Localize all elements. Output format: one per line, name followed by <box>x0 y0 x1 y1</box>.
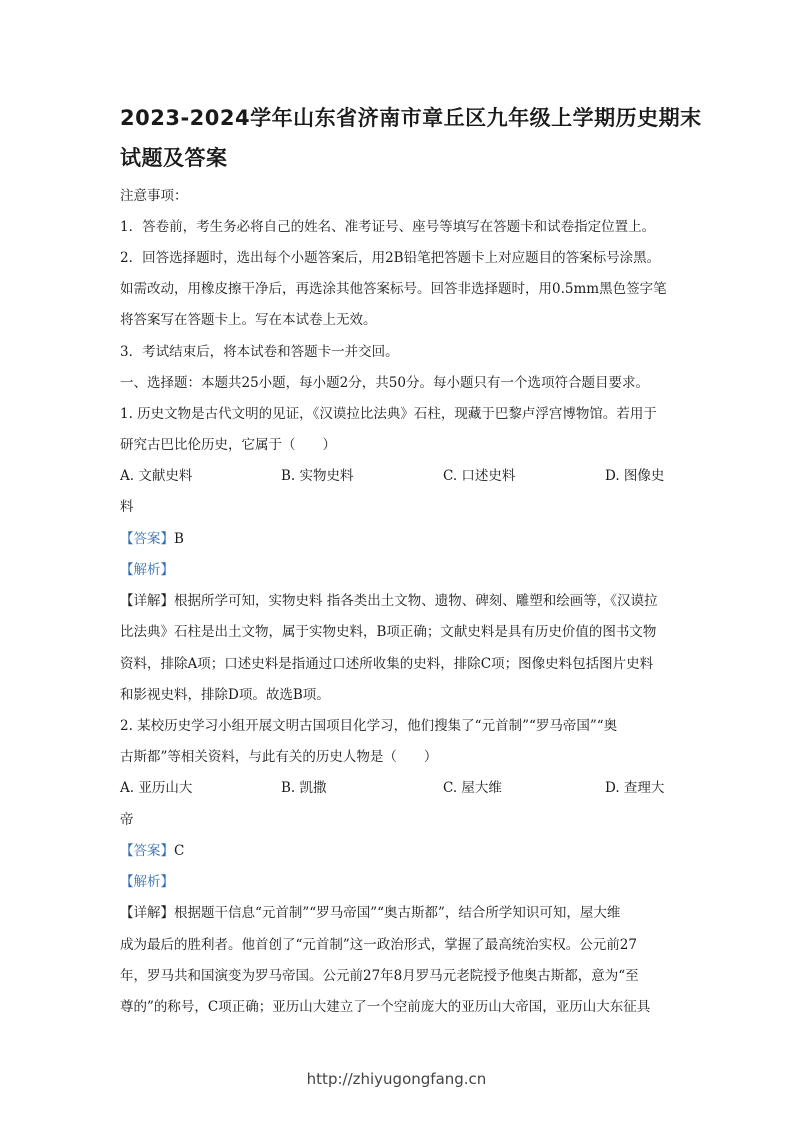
q2-detail-line-2: 成为最后的胜利者。他首创了“元首制”这一政治形式，掌握了最高统治实权。公元前27 <box>120 937 637 953</box>
q1-stem-line-2: 研究古巴比伦历史，它属于（ ） <box>120 437 336 453</box>
q2-option-d-wrap: 帝 <box>120 812 134 828</box>
q1-option-c: C. 口述史料 <box>443 468 516 484</box>
q1-detail-line-2: 比法典》石柱是出土文物，属于实物史料，B项正确；文献史料是具有历史价值的图书文物 <box>120 624 657 640</box>
q2-stem-line-2: 古斯都”等相关资料，与此有关的历史人物是（ ） <box>120 749 438 765</box>
q2-detail-tag: 【详解】 <box>120 905 174 921</box>
q1-analysis-tag: 【解析】 <box>120 562 174 578</box>
q2-analysis-tag: 【解析】 <box>120 874 174 890</box>
q1-detail-line-1 <box>120 592 675 610</box>
q2-detail-text-1: 根据题干信息“元首制”“罗马帝国”“奥古斯都”，结合所学知识可知，屋大维 <box>174 905 621 921</box>
title-line-2: 试题及答案 <box>120 146 228 170</box>
notice-item-2-line-3: 将答案写在答题卡上。写在本试卷上无效。 <box>120 312 377 328</box>
q1-detail-tag: 【详解】 <box>120 593 174 609</box>
notice-item-2-line-1: 2．回答选择题时，选出每个小题答案后，用2B铅笔把答题卡上对应题目的答案标号涂黑。 <box>120 250 661 266</box>
q1-detail-line-4: 和影视史料，排除D项。故选B项。 <box>120 687 330 703</box>
q2-answer-tag: 【答案】 <box>120 843 174 859</box>
q2-detail-line-1 <box>120 904 675 922</box>
q1-option-d: D. 图像史 <box>605 468 665 484</box>
q2-answer-value: C <box>174 843 185 859</box>
section-heading: 一、选择题：本题共25小题，每小题2分，共50分。每小题只有一个选项符合题目要求。 <box>120 375 649 391</box>
q2-stem-line-1: 2. 某校历史学习小组开展文明古国项目化学习，他们搜集了“元首制”“罗马帝国”“奥 <box>120 718 618 734</box>
q1-option-a: A. 文献史料 <box>120 468 193 484</box>
q1-detail-line-3: 资料，排除A项；口述史料是指通过口述所收集的史料，排除C项；图像史料包括图片史料 <box>120 656 654 672</box>
notice-item-3: 3．考试结束后，将本试卷和答题卡一并交回。 <box>120 344 399 360</box>
q2-option-d: D. 查理大 <box>605 780 665 796</box>
q2-option-a: A. 亚历山大 <box>120 780 193 796</box>
title-line-1: 2023-2024学年山东省济南市章丘区九年级上学期历史期末 <box>120 106 702 130</box>
notice-heading: 注意事项： <box>120 188 188 204</box>
q1-stem-line-1: 1. 历史文物是古代文明的见证，《汉谟拉比法典》石柱，现藏于巴黎卢浮宫博物馆。若用于 <box>120 406 657 422</box>
q2-option-b: B. 凯撒 <box>281 780 327 796</box>
q2-detail-line-3: 年，罗马共和国演变为罗马帝国。公元前27年8月罗马元老院授予他奥古斯都，意为“至 <box>120 968 639 984</box>
q2-answer <box>120 842 675 860</box>
q2-option-c: C. 屋大维 <box>443 780 502 796</box>
q1-answer <box>120 530 675 548</box>
footer-url[interactable]: http://zhiyugongfang.cn <box>306 1070 487 1088</box>
notice-item-1: 1．答卷前，考生务必将自己的姓名、准考证号、座号等填写在答题卡和试卷指定位置上。 <box>120 219 656 235</box>
q1-option-d-wrap: 料 <box>120 499 134 515</box>
q2-detail-line-4: 尊的”的称号，C项正确；亚历山大建立了一个空前庞大的亚历山大帝国，亚历山大东征具 <box>120 999 651 1015</box>
q1-answer-tag: 【答案】 <box>120 531 174 547</box>
notice-item-2-line-2: 如需改动，用橡皮擦干净后，再选涂其他答案标号。回答非选择题时，用0.5mm黑色签字笔 <box>120 281 667 297</box>
q1-answer-value: B <box>174 531 184 547</box>
q1-option-b: B. 实物史料 <box>281 468 354 484</box>
q1-detail-text-1: 根据所学可知，实物史料 指各类出土文物、遗物、碑刻、雕塑和绘画等，《汉谟拉 <box>174 593 658 609</box>
